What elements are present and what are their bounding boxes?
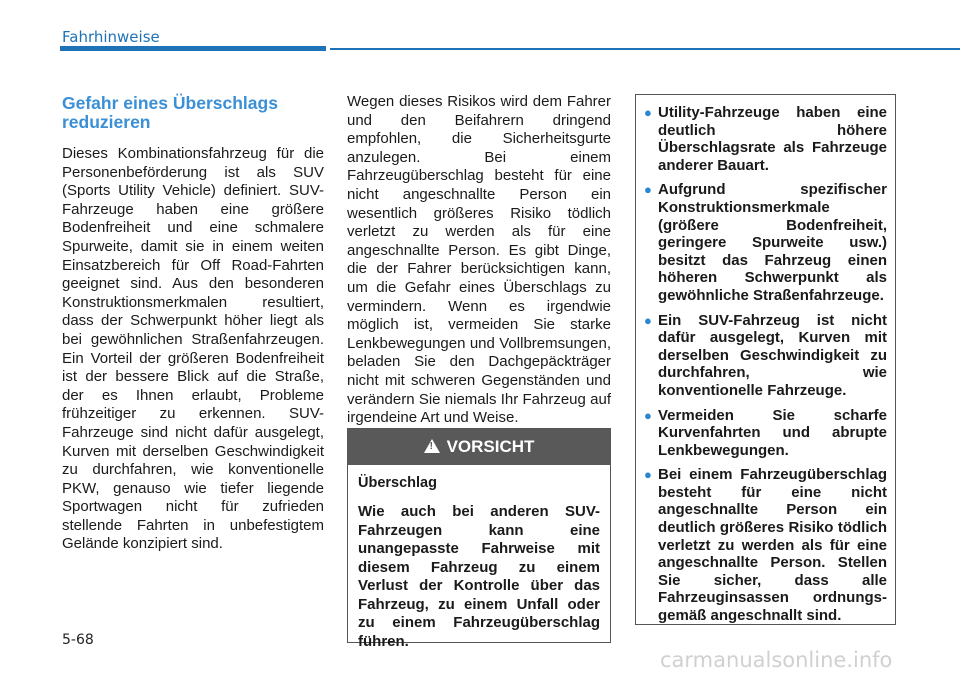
list-item-text: Ein SUV-Fahrzeug ist nicht dafür ausgelegt, Kurven mit derselben Geschwindigkeit zu durchfahren, wie konventionelle Fahrzeuge. (658, 311, 887, 399)
list-item (644, 104, 887, 174)
intro-paragraph: Dieses Kombinationsfahrzeug für die Personenbeförderung ist als SUV (Sports Utility Vehicle) definiert. SUV-Fahrzeuge haben eine größere Bodenfreiheit und eine schmalere Spurweite, damit sie in einem weiten Einsatzbereich für Off Road-Fahrten geeignet sind. Aus den besonderen Konstruktionsmerkmalen resultiert, dass der Schwerpunkt höher liegt als bei gewöhnlichen Straßenfahrzeugen. Ein Vorteil der größeren Bodenfreiheit ist der bessere Blick auf die Straße, der es Ihnen erlaubt, Probleme frühzeitiger zu erkennen. SUV-Fahrzeuge sind nicht dafür ausgelegt, Kurven mit derselben Geschwindigkeit zu durchfahren, wie konventionelle PKW, genauso wie tiefer liegende Sportwagen nicht für zufrieden stellende Fahrten in unbefestigtem Gelände konzipiert sind. (62, 145, 324, 553)
watermark: carmanualsonline.info (660, 648, 893, 672)
list-item-text: Aufgrund spezifischer Konstruktionsmerkmale (größere Bodenfreiheit, geringere Spurweite usw.) besitzt das Fahrzeug einen höheren Schwerpunkt als gewöhnliche Straßenfahrzeuge. (658, 181, 887, 304)
caution-title: Überschlag (358, 475, 437, 491)
caution-text: Wie auch bei anderen SUV-Fahrzeugen kann eine unangepasste Fahrweise mit diesem Fahrzeug zu einem Verlust der Kontrolle über das Fahrzeug, zu einem Unfall oder zu einem Fahrzeugüberschlag führen. (358, 503, 600, 650)
list-item-text: Bei einem Fahrzeugüberschlag besteht für eine nicht angeschnallte Person ein deutlich größeres Risiko tödlich verletzt zu werden als für eine angeschnallte Person. Stellen Sie sicher, dass alle Fahrzeuginsassen ordnungs-gemäß angeschnallt sind. (658, 466, 887, 625)
bullet-list-box (635, 94, 896, 625)
section-title: Fahrhinweise (62, 28, 160, 46)
caution-body (348, 465, 610, 651)
bullet-icon: ● (644, 105, 652, 120)
header-rule (330, 48, 960, 50)
list-item-text: Vermeiden Sie scharfe Kurvenfahrten und abrupte Lenkbewegungen. (658, 406, 887, 459)
caution-label: VORSICHT (446, 437, 535, 456)
list-item (644, 407, 887, 460)
list-item (644, 181, 887, 304)
caution-box (347, 428, 611, 650)
header-accent-bar (60, 46, 326, 51)
list-item (644, 466, 887, 624)
left-column (62, 94, 324, 554)
bullet-icon: ● (644, 467, 652, 483)
page-number: 5-68 (62, 632, 94, 648)
risk-paragraph: Wegen dieses Risikos wird dem Fahrer und den Beifahrern dringend empfohlen, die Sicherheitsgurte anzulegen. Bei einem Fahrzeugüberschlag besteht für eine nicht angeschnallte Person ein wesentlich größeres Risiko tödlich verletzt zu werden als für eine angeschnallte Person. Es gibt Dinge, die der Fahrer berücksichtigen kann, um die Gefahr eines Überschlags zu vermindern. Wenn es irgendwie möglich ist, vermeiden Sie starke Lenkbewegungen und Vollbremsungen, beladen Sie den Dachgepäckträger nicht mit schweren Gegenständen und verändern Sie niemals Ihr Fahrzeug auf irgendeine Art und Weise. (347, 93, 611, 427)
list-item-text: Utility-Fahrzeuge haben eine deutlich höhere Überschlagsrate als Fahrzeuge anderer Bauart. (658, 104, 887, 174)
list-item (644, 312, 887, 400)
section-heading: Gefahr eines Überschlags reduzieren (62, 93, 278, 132)
bullet-icon: ● (644, 407, 652, 423)
caution-header (348, 429, 610, 465)
bullet-icon: ● (644, 182, 652, 198)
warning-triangle-icon (424, 439, 440, 453)
middle-column (347, 93, 611, 428)
bullet-icon: ● (644, 312, 652, 328)
